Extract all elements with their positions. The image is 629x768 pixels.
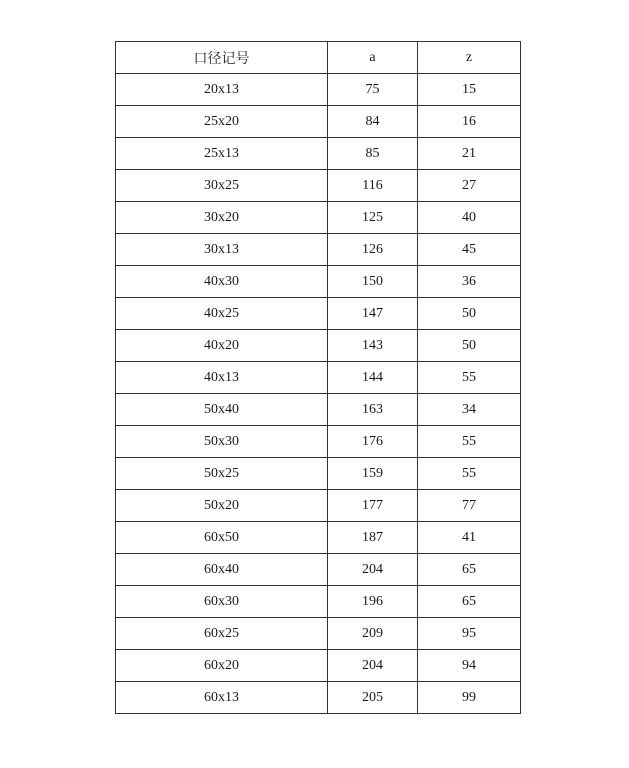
table-row xyxy=(116,554,521,586)
cell-caliber-code: 40x25 xyxy=(116,298,328,330)
cell-caliber-code: 60x30 xyxy=(116,586,328,618)
table-row xyxy=(116,330,521,362)
cell-z: 21 xyxy=(418,138,521,170)
cell-z: 55 xyxy=(418,426,521,458)
table-row xyxy=(116,138,521,170)
cell-caliber-code: 50x30 xyxy=(116,426,328,458)
cell-a: 84 xyxy=(328,106,418,138)
cell-a: 177 xyxy=(328,490,418,522)
cell-a: 147 xyxy=(328,298,418,330)
table-row xyxy=(116,234,521,266)
cell-a: 125 xyxy=(328,202,418,234)
cell-z: 45 xyxy=(418,234,521,266)
table-row xyxy=(116,170,521,202)
cell-caliber-code: 50x20 xyxy=(116,490,328,522)
cell-a: 176 xyxy=(328,426,418,458)
cell-z: 65 xyxy=(418,586,521,618)
cell-z: 34 xyxy=(418,394,521,426)
cell-a: 150 xyxy=(328,266,418,298)
cell-a: 204 xyxy=(328,650,418,682)
table-row xyxy=(116,490,521,522)
cell-a: 116 xyxy=(328,170,418,202)
cell-caliber-code: 60x40 xyxy=(116,554,328,586)
table-row xyxy=(116,522,521,554)
cell-caliber-code: 30x25 xyxy=(116,170,328,202)
cell-caliber-code: 60x25 xyxy=(116,618,328,650)
cell-caliber-code: 20x13 xyxy=(116,74,328,106)
cell-z: 99 xyxy=(418,682,521,714)
cell-a: 144 xyxy=(328,362,418,394)
table-row xyxy=(116,426,521,458)
cell-caliber-code: 60x20 xyxy=(116,650,328,682)
cell-caliber-code: 30x20 xyxy=(116,202,328,234)
cell-z: 15 xyxy=(418,74,521,106)
table-body xyxy=(116,74,521,714)
table-row xyxy=(116,394,521,426)
cell-z: 55 xyxy=(418,458,521,490)
dimension-table xyxy=(115,41,521,714)
cell-caliber-code: 50x40 xyxy=(116,394,328,426)
cell-z: 94 xyxy=(418,650,521,682)
cell-caliber-code: 40x20 xyxy=(116,330,328,362)
table-row xyxy=(116,458,521,490)
header-a: a xyxy=(328,42,418,74)
cell-z: 50 xyxy=(418,298,521,330)
cell-a: 205 xyxy=(328,682,418,714)
cell-z: 55 xyxy=(418,362,521,394)
table-row xyxy=(116,650,521,682)
table-row xyxy=(116,682,521,714)
table-row xyxy=(116,202,521,234)
cell-a: 163 xyxy=(328,394,418,426)
cell-a: 85 xyxy=(328,138,418,170)
cell-z: 95 xyxy=(418,618,521,650)
cell-z: 27 xyxy=(418,170,521,202)
dimension-table-container xyxy=(115,41,521,714)
table-header-row xyxy=(116,42,521,74)
cell-a: 75 xyxy=(328,74,418,106)
table-row xyxy=(116,618,521,650)
cell-caliber-code: 60x13 xyxy=(116,682,328,714)
cell-caliber-code: 40x13 xyxy=(116,362,328,394)
header-caliber-code: 口径记号 xyxy=(116,42,328,74)
cell-z: 36 xyxy=(418,266,521,298)
header-z: z xyxy=(418,42,521,74)
cell-z: 41 xyxy=(418,522,521,554)
cell-caliber-code: 50x25 xyxy=(116,458,328,490)
table-row xyxy=(116,106,521,138)
cell-caliber-code: 60x50 xyxy=(116,522,328,554)
table-row xyxy=(116,74,521,106)
cell-z: 77 xyxy=(418,490,521,522)
cell-caliber-code: 25x13 xyxy=(116,138,328,170)
cell-caliber-code: 25x20 xyxy=(116,106,328,138)
cell-a: 196 xyxy=(328,586,418,618)
cell-z: 40 xyxy=(418,202,521,234)
table-row xyxy=(116,362,521,394)
cell-a: 187 xyxy=(328,522,418,554)
table-row xyxy=(116,298,521,330)
table-row xyxy=(116,586,521,618)
cell-z: 50 xyxy=(418,330,521,362)
cell-caliber-code: 40x30 xyxy=(116,266,328,298)
cell-a: 209 xyxy=(328,618,418,650)
cell-a: 143 xyxy=(328,330,418,362)
cell-z: 16 xyxy=(418,106,521,138)
cell-a: 126 xyxy=(328,234,418,266)
cell-z: 65 xyxy=(418,554,521,586)
cell-caliber-code: 30x13 xyxy=(116,234,328,266)
cell-a: 159 xyxy=(328,458,418,490)
table-row xyxy=(116,266,521,298)
cell-a: 204 xyxy=(328,554,418,586)
